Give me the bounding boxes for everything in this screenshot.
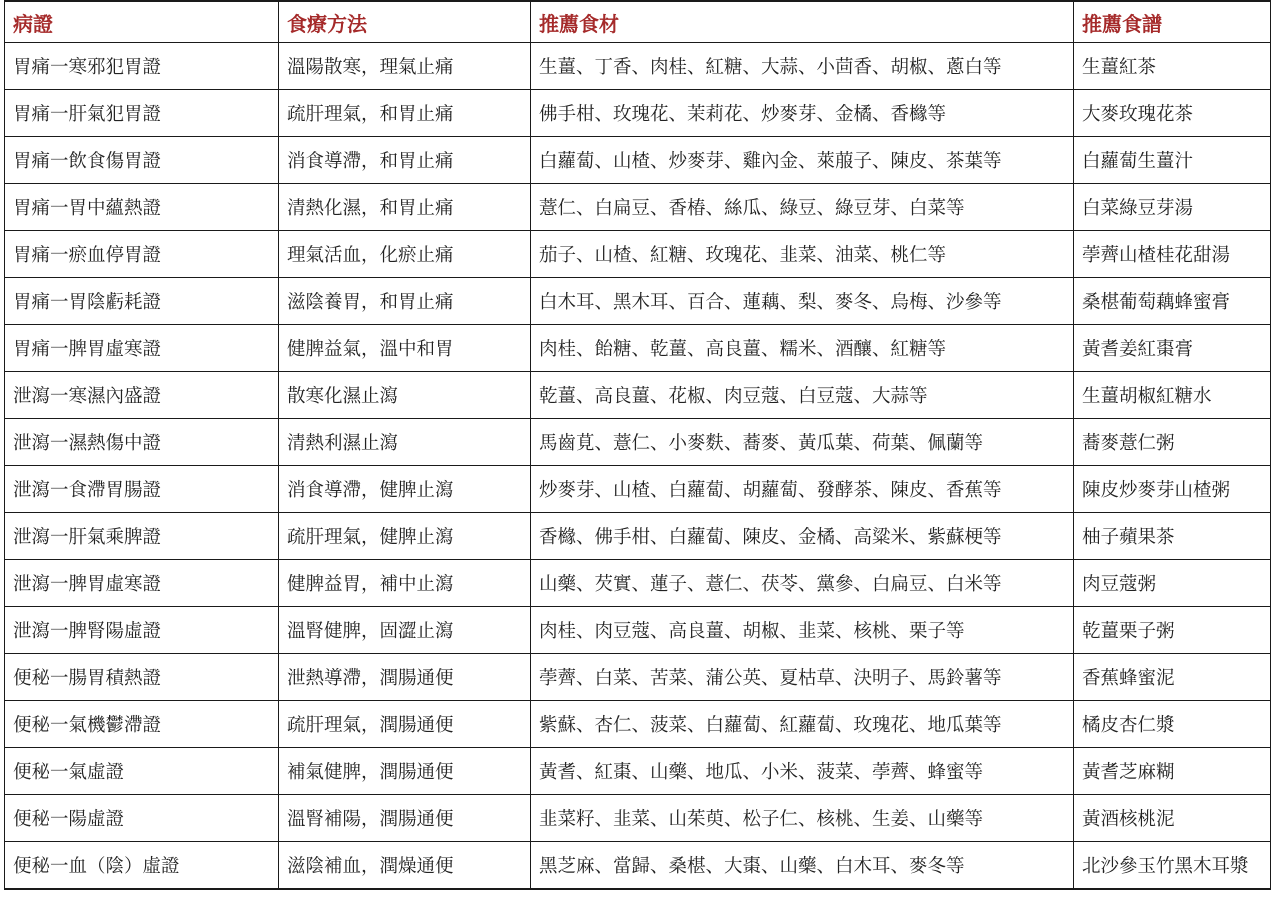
remedy-table — [4, 0, 1271, 890]
method-cell: 健脾益氣，溫中和胃 — [279, 325, 531, 372]
syndrome-cell: 胃痛一瘀血停胃證 — [5, 231, 279, 278]
table-row — [5, 560, 1271, 607]
syndrome-cell: 泄瀉一濕熱傷中證 — [5, 419, 279, 466]
ingredients-cell: 白木耳、黑木耳、百合、蓮藕、梨、麥冬、烏梅、沙參等 — [531, 278, 1074, 325]
method-cell: 健脾益胃，補中止瀉 — [279, 560, 531, 607]
syndrome-cell: 胃痛一飲食傷胃證 — [5, 137, 279, 184]
syndrome-cell: 便秘一氣機鬱滯證 — [5, 701, 279, 748]
syndrome-cell: 便秘一氣虛證 — [5, 748, 279, 795]
recipe-cell: 蕎麥薏仁粥 — [1074, 419, 1271, 466]
method-cell: 理氣活血，化瘀止痛 — [279, 231, 531, 278]
recipe-cell: 北沙參玉竹黑木耳漿 — [1074, 842, 1271, 889]
table-row — [5, 325, 1271, 372]
ingredients-cell: 韭菜籽、韭菜、山茱萸、松子仁、核桃、生姜、山藥等 — [531, 795, 1074, 842]
ingredients-cell: 炒麥芽、山楂、白蘿蔔、胡蘿蔔、發酵茶、陳皮、香蕉等 — [531, 466, 1074, 513]
syndrome-cell: 便秘一血（陰）虛證 — [5, 842, 279, 889]
method-cell: 清熱利濕止瀉 — [279, 419, 531, 466]
table-row — [5, 184, 1271, 231]
method-cell: 疏肝理氣，潤腸通便 — [279, 701, 531, 748]
table-row — [5, 43, 1271, 90]
ingredients-cell: 黃耆、紅棗、山藥、地瓜、小米、菠菜、荸薺、蜂蜜等 — [531, 748, 1074, 795]
syndrome-cell: 泄瀉一肝氣乘脾證 — [5, 513, 279, 560]
method-cell: 清熱化濕，和胃止痛 — [279, 184, 531, 231]
method-cell: 滋陰養胃，和胃止痛 — [279, 278, 531, 325]
recipe-cell: 生薑胡椒紅糖水 — [1074, 372, 1271, 419]
syndrome-cell: 胃痛一肝氣犯胃證 — [5, 90, 279, 137]
recipe-cell: 黃酒核桃泥 — [1074, 795, 1271, 842]
syndrome-cell: 泄瀉一寒濕內盛證 — [5, 372, 279, 419]
ingredients-cell: 白蘿蔔、山楂、炒麥芽、雞內金、萊菔子、陳皮、茶葉等 — [531, 137, 1074, 184]
header-recipe: 推薦食譜 — [1074, 1, 1271, 43]
recipe-cell: 荸薺山楂桂花甜湯 — [1074, 231, 1271, 278]
table-row — [5, 231, 1271, 278]
method-cell: 泄熱導滯，潤腸通便 — [279, 654, 531, 701]
remedy-table-container — [4, 0, 1270, 890]
recipe-cell: 黃耆芝麻糊 — [1074, 748, 1271, 795]
table-row — [5, 466, 1271, 513]
method-cell: 溫腎健脾，固澀止瀉 — [279, 607, 531, 654]
method-cell: 溫腎補陽，潤腸通便 — [279, 795, 531, 842]
method-cell: 散寒化濕止瀉 — [279, 372, 531, 419]
ingredients-cell: 馬齒莧、薏仁、小麥麩、蕎麥、黃瓜葉、荷葉、佩蘭等 — [531, 419, 1074, 466]
recipe-cell: 生薑紅茶 — [1074, 43, 1271, 90]
method-cell: 補氣健脾，潤腸通便 — [279, 748, 531, 795]
header-row — [5, 1, 1271, 43]
syndrome-cell: 胃痛一胃陰虧耗證 — [5, 278, 279, 325]
ingredients-cell: 生薑、丁香、肉桂、紅糖、大蒜、小茴香、胡椒、蔥白等 — [531, 43, 1074, 90]
ingredients-cell: 香櫞、佛手柑、白蘿蔔、陳皮、金橘、高粱米、紫蘇梗等 — [531, 513, 1074, 560]
table-row — [5, 607, 1271, 654]
syndrome-cell: 泄瀉一脾腎陽虛證 — [5, 607, 279, 654]
recipe-cell: 柚子蘋果茶 — [1074, 513, 1271, 560]
ingredients-cell: 茄子、山楂、紅糖、玫瑰花、韭菜、油菜、桃仁等 — [531, 231, 1074, 278]
syndrome-cell: 胃痛一胃中蘊熱證 — [5, 184, 279, 231]
ingredients-cell: 薏仁、白扁豆、香椿、絲瓜、綠豆、綠豆芽、白菜等 — [531, 184, 1074, 231]
method-cell: 溫陽散寒，理氣止痛 — [279, 43, 531, 90]
recipe-cell: 陳皮炒麥芽山楂粥 — [1074, 466, 1271, 513]
table-row — [5, 419, 1271, 466]
syndrome-cell: 便秘一腸胃積熱證 — [5, 654, 279, 701]
table-row — [5, 513, 1271, 560]
syndrome-cell: 泄瀉一脾胃虛寒證 — [5, 560, 279, 607]
header-method: 食療方法 — [279, 1, 531, 43]
ingredients-cell: 山藥、芡實、蓮子、薏仁、茯苓、黨參、白扁豆、白米等 — [531, 560, 1074, 607]
syndrome-cell: 便秘一陽虛證 — [5, 795, 279, 842]
recipe-cell: 大麥玫瑰花茶 — [1074, 90, 1271, 137]
syndrome-cell: 胃痛一寒邪犯胃證 — [5, 43, 279, 90]
recipe-cell: 白蘿蔔生薑汁 — [1074, 137, 1271, 184]
method-cell: 疏肝理氣，和胃止痛 — [279, 90, 531, 137]
header-syndrome: 病證 — [5, 1, 279, 43]
method-cell: 滋陰補血，潤燥通便 — [279, 842, 531, 889]
table-row — [5, 372, 1271, 419]
recipe-cell: 乾薑栗子粥 — [1074, 607, 1271, 654]
ingredients-cell: 肉桂、飴糖、乾薑、高良薑、糯米、酒釀、紅糖等 — [531, 325, 1074, 372]
ingredients-cell: 紫蘇、杏仁、菠菜、白蘿蔔、紅蘿蔔、玫瑰花、地瓜葉等 — [531, 701, 1074, 748]
recipe-cell: 白菜綠豆芽湯 — [1074, 184, 1271, 231]
table-row — [5, 90, 1271, 137]
method-cell: 消食導滯，和胃止痛 — [279, 137, 531, 184]
table-row — [5, 137, 1271, 184]
recipe-cell: 橘皮杏仁漿 — [1074, 701, 1271, 748]
table-row — [5, 701, 1271, 748]
header-ingredients: 推薦食材 — [531, 1, 1074, 43]
table-row — [5, 795, 1271, 842]
ingredients-cell: 荸薺、白菜、苦菜、蒲公英、夏枯草、決明子、馬鈴薯等 — [531, 654, 1074, 701]
recipe-cell: 桑椹葡萄藕蜂蜜膏 — [1074, 278, 1271, 325]
method-cell: 消食導滯，健脾止瀉 — [279, 466, 531, 513]
ingredients-cell: 黑芝麻、當歸、桑椹、大棗、山藥、白木耳、麥冬等 — [531, 842, 1074, 889]
ingredients-cell: 佛手柑、玫瑰花、茉莉花、炒麥芽、金橘、香櫞等 — [531, 90, 1074, 137]
recipe-cell: 黃耆姜紅棗膏 — [1074, 325, 1271, 372]
recipe-cell: 肉豆蔻粥 — [1074, 560, 1271, 607]
recipe-cell: 香蕉蜂蜜泥 — [1074, 654, 1271, 701]
ingredients-cell: 肉桂、肉豆蔻、高良薑、胡椒、韭菜、核桃、栗子等 — [531, 607, 1074, 654]
syndrome-cell: 胃痛一脾胃虛寒證 — [5, 325, 279, 372]
table-row — [5, 842, 1271, 889]
syndrome-cell: 泄瀉一食滯胃腸證 — [5, 466, 279, 513]
method-cell: 疏肝理氣，健脾止瀉 — [279, 513, 531, 560]
table-row — [5, 654, 1271, 701]
table-row — [5, 748, 1271, 795]
ingredients-cell: 乾薑、高良薑、花椒、肉豆蔻、白豆蔻、大蒜等 — [531, 372, 1074, 419]
table-row — [5, 278, 1271, 325]
